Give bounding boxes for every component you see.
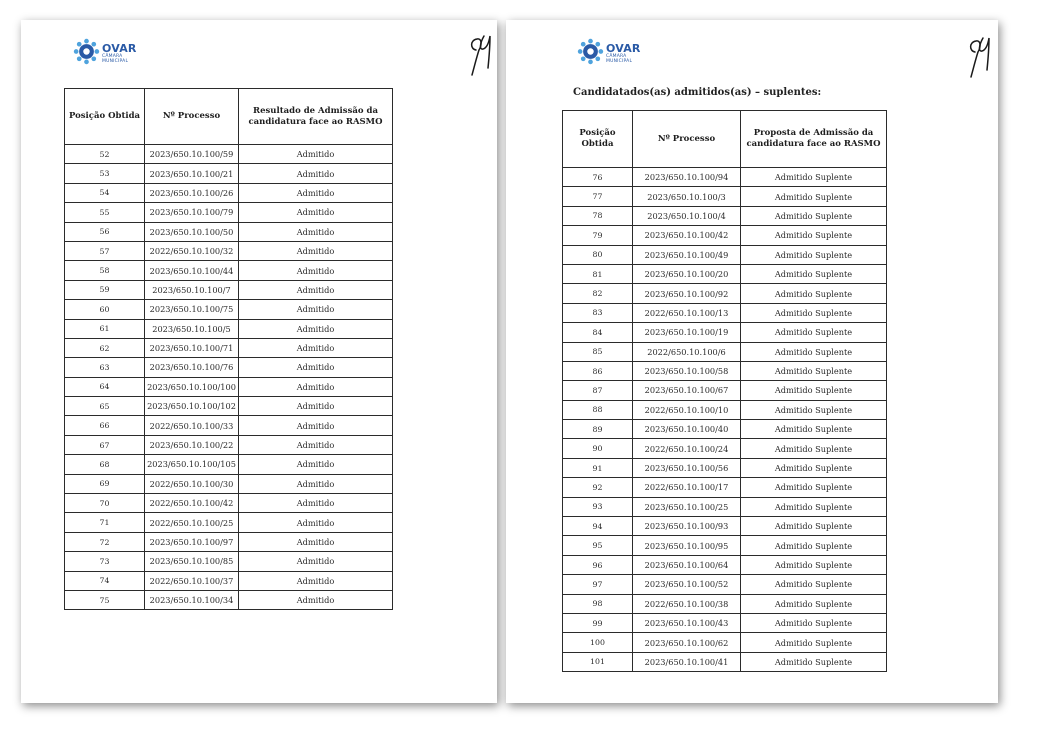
cell-process-number: 2023/650.10.100/93: [633, 517, 741, 536]
cell-position: 58: [65, 261, 145, 280]
cell-process-number: 2023/650.10.100/85: [145, 552, 239, 571]
cell-result: Admitido Suplente: [741, 652, 887, 671]
cell-result: Admitido Suplente: [741, 342, 887, 361]
cell-position: 86: [563, 361, 633, 380]
cell-result: Admitido Suplente: [741, 575, 887, 594]
cell-position: 77: [563, 187, 633, 206]
cell-result: Admitido Suplente: [741, 264, 887, 283]
cell-process-number: 2023/650.10.100/4: [633, 206, 741, 225]
table-row: [563, 342, 887, 361]
cell-position: 95: [563, 536, 633, 555]
cell-result: Admitido Suplente: [741, 613, 887, 632]
cell-process-number: 2022/650.10.100/10: [633, 400, 741, 419]
cell-process-number: 2022/650.10.100/33: [145, 416, 239, 435]
column-header-position: Posição Obtida: [563, 111, 633, 168]
table-row: [563, 575, 887, 594]
cell-result: Admitido Suplente: [741, 381, 887, 400]
cell-position: 88: [563, 400, 633, 419]
table-row: [65, 280, 393, 299]
table-row: [563, 478, 887, 497]
cell-result: Admitido Suplente: [741, 303, 887, 322]
table-row: [65, 164, 393, 183]
cell-process-number: 2023/650.10.100/3: [633, 187, 741, 206]
cell-process-number: 2023/650.10.100/62: [633, 633, 741, 652]
table-body: [563, 168, 887, 672]
cell-position: 68: [65, 455, 145, 474]
table-row: [65, 145, 393, 164]
cell-process-number: 2023/650.10.100/42: [633, 226, 741, 245]
cell-process-number: 2023/650.10.100/26: [145, 183, 239, 202]
table-row: [563, 594, 887, 613]
cell-process-number: 2023/650.10.100/105: [145, 455, 239, 474]
cell-process-number: 2022/650.10.100/25: [145, 513, 239, 532]
cell-process-number: 2023/650.10.100/94: [633, 168, 741, 187]
cell-result: Admitido: [239, 280, 393, 299]
cell-position: 98: [563, 594, 633, 613]
column-header-process: Nº Processo: [633, 111, 741, 168]
cell-position: 52: [65, 145, 145, 164]
table-row: [65, 222, 393, 241]
table-row: [563, 633, 887, 652]
table-row: [65, 183, 393, 202]
table-row: [563, 187, 887, 206]
table-row: [563, 264, 887, 283]
cell-result: Admitido: [239, 494, 393, 513]
table-row: [65, 513, 393, 532]
cell-position: 89: [563, 420, 633, 439]
cell-position: 60: [65, 300, 145, 319]
cell-result: Admitido: [239, 532, 393, 551]
cell-result: Admitido: [239, 416, 393, 435]
cell-process-number: 2022/650.10.100/17: [633, 478, 741, 497]
cell-process-number: 2023/650.10.100/92: [633, 284, 741, 303]
cell-position: 78: [563, 206, 633, 225]
logo-sub-municipal: MUNICIPAL: [102, 59, 129, 64]
table-row: [563, 517, 887, 536]
cell-position: 80: [563, 245, 633, 264]
cell-process-number: 2023/650.10.100/43: [633, 613, 741, 632]
table-row: [563, 284, 887, 303]
cell-result: Admitido Suplente: [741, 439, 887, 458]
admission-results-table: [64, 88, 393, 610]
cell-result: Admitido Suplente: [741, 206, 887, 225]
cell-position: 62: [65, 338, 145, 357]
table-row: [563, 303, 887, 322]
table-row: [65, 338, 393, 357]
cell-process-number: 2023/650.10.100/75: [145, 300, 239, 319]
cell-process-number: 2022/650.10.100/37: [145, 571, 239, 590]
cell-position: 99: [563, 613, 633, 632]
cell-result: Admitido: [239, 552, 393, 571]
table-row: [563, 226, 887, 245]
cell-result: Admitido Suplente: [741, 594, 887, 613]
cell-position: 73: [65, 552, 145, 571]
cell-result: Admitido Suplente: [741, 478, 887, 497]
cell-position: 61: [65, 319, 145, 338]
cell-process-number: 2023/650.10.100/22: [145, 435, 239, 454]
cell-process-number: 2023/650.10.100/64: [633, 555, 741, 574]
cell-position: 69: [65, 474, 145, 493]
table-row: [563, 555, 887, 574]
cell-position: 96: [563, 555, 633, 574]
cell-process-number: 2023/650.10.100/49: [633, 245, 741, 264]
cell-result: Admitido: [239, 513, 393, 532]
cell-process-number: 2023/650.10.100/19: [633, 323, 741, 342]
cell-process-number: 2022/650.10.100/32: [145, 241, 239, 260]
cell-result: Admitido: [239, 203, 393, 222]
column-header-position: Posição Obtida: [65, 89, 145, 145]
cell-process-number: 2022/650.10.100/38: [633, 594, 741, 613]
cell-result: Admitido Suplente: [741, 245, 887, 264]
cell-position: 90: [563, 439, 633, 458]
table-row: [563, 206, 887, 225]
table-header-row: [563, 111, 887, 168]
document-page-left: [21, 20, 497, 703]
column-header-proposal: Proposta de Admissão da candidatura face ao RASMO: [741, 111, 887, 168]
table-row: [65, 377, 393, 396]
cell-position: 56: [65, 222, 145, 241]
cell-process-number: 2023/650.10.100/20: [633, 264, 741, 283]
table-row: [65, 241, 393, 260]
column-header-process: Nº Processo: [145, 89, 239, 145]
cell-result: Admitido Suplente: [741, 458, 887, 477]
cell-result: Admitido: [239, 571, 393, 590]
ovar-logo: [73, 38, 137, 65]
cell-result: Admitido Suplente: [741, 497, 887, 516]
table-row: [65, 261, 393, 280]
cell-position: 75: [65, 590, 145, 609]
cell-process-number: 2022/650.10.100/6: [633, 342, 741, 361]
cell-process-number: 2023/650.10.100/95: [633, 536, 741, 555]
cell-position: 92: [563, 478, 633, 497]
document-page-right: [506, 20, 998, 703]
cell-process-number: 2023/650.10.100/59: [145, 145, 239, 164]
logo-name: OVAR: [102, 42, 137, 55]
logo-sub-camara: CÂMARA: [102, 54, 123, 59]
cell-result: Admitido Suplente: [741, 517, 887, 536]
table-body: [65, 145, 393, 610]
table-row: [563, 323, 887, 342]
cell-position: 70: [65, 494, 145, 513]
cell-position: 65: [65, 397, 145, 416]
cell-process-number: 2023/650.10.100/58: [633, 361, 741, 380]
cell-process-number: 2023/650.10.100/67: [633, 381, 741, 400]
cell-result: Admitido: [239, 145, 393, 164]
handwritten-signature: [467, 30, 497, 82]
table-row: [563, 458, 887, 477]
cell-position: 67: [65, 435, 145, 454]
cell-process-number: 2023/650.10.100/7: [145, 280, 239, 299]
table-row: [563, 400, 887, 419]
cell-position: 79: [563, 226, 633, 245]
table-row: [65, 474, 393, 493]
logo-name: OVAR: [606, 42, 641, 55]
cell-process-number: 2022/650.10.100/24: [633, 439, 741, 458]
table-row: [65, 300, 393, 319]
table-row: [65, 571, 393, 590]
cell-result: Admitido Suplente: [741, 400, 887, 419]
table-row: [563, 361, 887, 380]
cell-process-number: 2023/650.10.100/5: [145, 319, 239, 338]
table-row: [563, 497, 887, 516]
cell-result: Admitido: [239, 164, 393, 183]
ovar-logo: [577, 38, 641, 65]
table-row: [65, 494, 393, 513]
logo-sub-municipal: MUNICIPAL: [606, 59, 633, 64]
cell-process-number: 2023/650.10.100/97: [145, 532, 239, 551]
cell-position: 63: [65, 358, 145, 377]
cell-process-number: 2023/650.10.100/40: [633, 420, 741, 439]
cell-result: Admitido: [239, 300, 393, 319]
cell-result: Admitido: [239, 183, 393, 202]
cell-position: 64: [65, 377, 145, 396]
table-row: [65, 397, 393, 416]
cell-position: 74: [65, 571, 145, 590]
table-row: [563, 381, 887, 400]
cell-result: Admitido: [239, 261, 393, 280]
cell-position: 93: [563, 497, 633, 516]
cell-position: 83: [563, 303, 633, 322]
table-row: [65, 319, 393, 338]
cell-result: Admitido Suplente: [741, 361, 887, 380]
cell-process-number: 2022/650.10.100/30: [145, 474, 239, 493]
cell-result: Admitido: [239, 455, 393, 474]
cell-position: 85: [563, 342, 633, 361]
cell-process-number: 2023/650.10.100/102: [145, 397, 239, 416]
cell-process-number: 2022/650.10.100/13: [633, 303, 741, 322]
cell-result: Admitido Suplente: [741, 323, 887, 342]
cell-position: 53: [65, 164, 145, 183]
cell-process-number: 2023/650.10.100/25: [633, 497, 741, 516]
cell-position: 100: [563, 633, 633, 652]
cell-process-number: 2023/650.10.100/100: [145, 377, 239, 396]
ovar-emblem-icon: [73, 38, 100, 65]
cell-position: 59: [65, 280, 145, 299]
logo-sub-camara: CÂMARA: [606, 54, 627, 59]
ovar-emblem-icon: [577, 38, 604, 65]
cell-result: Admitido: [239, 241, 393, 260]
cell-position: 72: [65, 532, 145, 551]
cell-process-number: 2022/650.10.100/42: [145, 494, 239, 513]
table-row: [563, 245, 887, 264]
table-row: [563, 536, 887, 555]
cell-position: 94: [563, 517, 633, 536]
table-header-row: [65, 89, 393, 145]
cell-position: 57: [65, 241, 145, 260]
cell-result: Admitido Suplente: [741, 420, 887, 439]
cell-position: 82: [563, 284, 633, 303]
cell-position: 76: [563, 168, 633, 187]
cell-result: Admitido: [239, 397, 393, 416]
table-row: [563, 652, 887, 671]
table-row: [65, 552, 393, 571]
cell-position: 84: [563, 323, 633, 342]
cell-process-number: 2023/650.10.100/76: [145, 358, 239, 377]
cell-process-number: 2023/650.10.100/44: [145, 261, 239, 280]
cell-position: 54: [65, 183, 145, 202]
table-row: [65, 416, 393, 435]
cell-position: 66: [65, 416, 145, 435]
column-header-result: Resultado de Admissão da candidatura face ao RASMO: [239, 89, 393, 145]
table-row: [65, 435, 393, 454]
substitute-admissions-table: [562, 110, 887, 672]
cell-process-number: 2023/650.10.100/21: [145, 164, 239, 183]
table-row: [65, 590, 393, 609]
cell-result: Admitido Suplente: [741, 168, 887, 187]
cell-result: Admitido: [239, 435, 393, 454]
cell-process-number: 2023/650.10.100/71: [145, 338, 239, 357]
table-row: [65, 455, 393, 474]
cell-process-number: 2023/650.10.100/52: [633, 575, 741, 594]
cell-position: 81: [563, 264, 633, 283]
cell-result: Admitido Suplente: [741, 555, 887, 574]
cell-result: Admitido: [239, 377, 393, 396]
cell-result: Admitido Suplente: [741, 187, 887, 206]
table-row: [563, 420, 887, 439]
cell-position: 97: [563, 575, 633, 594]
cell-result: Admitido: [239, 590, 393, 609]
handwritten-signature: [966, 32, 996, 84]
table-row: [65, 532, 393, 551]
cell-result: Admitido: [239, 474, 393, 493]
table-row: [65, 203, 393, 222]
cell-position: 87: [563, 381, 633, 400]
cell-position: 55: [65, 203, 145, 222]
table-row: [65, 358, 393, 377]
section-heading: Candidatados(as) admitidos(as) – suplentes:: [573, 87, 822, 98]
cell-result: Admitido Suplente: [741, 284, 887, 303]
cell-position: 101: [563, 652, 633, 671]
cell-process-number: 2023/650.10.100/79: [145, 203, 239, 222]
cell-result: Admitido Suplente: [741, 633, 887, 652]
cell-result: Admitido: [239, 358, 393, 377]
cell-position: 71: [65, 513, 145, 532]
cell-process-number: 2023/650.10.100/50: [145, 222, 239, 241]
cell-result: Admitido Suplente: [741, 536, 887, 555]
table-row: [563, 168, 887, 187]
table-row: [563, 439, 887, 458]
cell-position: 91: [563, 458, 633, 477]
cell-process-number: 2023/650.10.100/56: [633, 458, 741, 477]
table-row: [563, 613, 887, 632]
cell-result: Admitido: [239, 319, 393, 338]
cell-process-number: 2023/650.10.100/34: [145, 590, 239, 609]
cell-result: Admitido: [239, 338, 393, 357]
cell-result: Admitido: [239, 222, 393, 241]
cell-process-number: 2023/650.10.100/41: [633, 652, 741, 671]
cell-result: Admitido Suplente: [741, 226, 887, 245]
